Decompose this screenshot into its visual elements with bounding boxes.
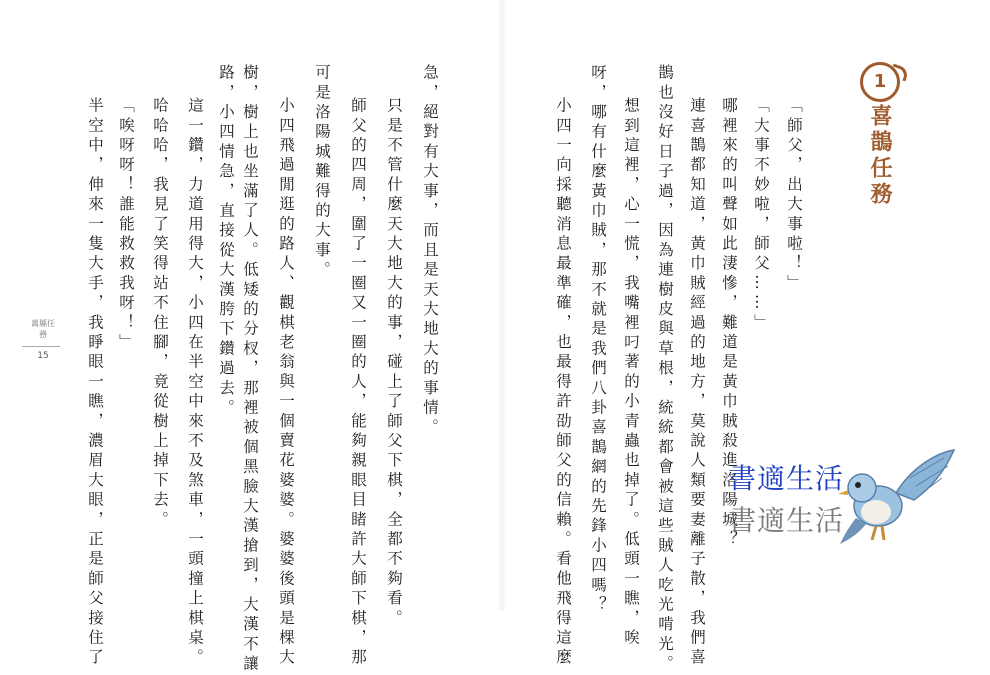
right-text-column: 呀，哪有什麼黃巾賊，那不就是我們八卦喜鵲網的先鋒小四嗎？ bbox=[589, 64, 607, 616]
chapter-title: 喜鵲任務 bbox=[867, 104, 892, 208]
bird-tail bbox=[840, 518, 866, 544]
page-number: 15 bbox=[37, 351, 49, 361]
right-text-column: 小四一向採聽消息最準確，也最得許劭師父的信賴。看他飛得這麼 bbox=[554, 97, 572, 669]
left-text-column: 小四飛過閒逛的路人、觀棋老翁與一個賣花婆婆。婆婆後頭是棵大 bbox=[277, 97, 295, 669]
watermark-line-1: 書適生活 bbox=[728, 462, 845, 495]
bird-head bbox=[848, 474, 876, 502]
folio-running-title: 萬縣任務 bbox=[31, 319, 55, 339]
right-text-column: 「師父，出大事啦！」 bbox=[785, 97, 803, 294]
left-text-column: 只是不管什麼天大地大的事，碰上了師父下棋，全都不夠看。 bbox=[385, 97, 403, 629]
left-text-column: 路，小四情急，直接從大漢胯下鑽過去。 bbox=[217, 64, 235, 419]
left-text-column: 哈哈哈，我見了笑得站不住腳，竟從樹上掉下去。 bbox=[151, 97, 169, 531]
chapter-number-badge: 1 bbox=[860, 62, 900, 102]
left-text-column: 「唉呀呀！誰能救救我呀！」 bbox=[117, 97, 135, 354]
right-text-column: 哪裡來的叫聲如此淒慘，難道是黃巾賊殺進洛陽城？ bbox=[720, 97, 738, 551]
right-text-column: 連喜鵲都知道，黃巾賊經過的地方，莫說人類要妻離子散，我們喜 bbox=[688, 97, 706, 669]
left-text-column: 可是洛陽城難得的大事。 bbox=[313, 64, 331, 281]
bird-belly bbox=[861, 500, 891, 524]
magpie-bird-illustration bbox=[836, 448, 956, 548]
folio-rule bbox=[22, 346, 60, 347]
left-text-column: 急，絕對有大事，而且是天大地大的事情。 bbox=[421, 64, 439, 439]
right-text-column: 「大事不妙啦，師父……」 bbox=[752, 97, 770, 334]
left-text-column: 這一鑽，力道用得大，小四在半空中來不及煞車，一頭撞上棋桌。 bbox=[186, 97, 204, 669]
left-text-column: 半空中，伸來一隻大手，我睜眼一瞧，濃眉大眼，正是師父接住了 bbox=[86, 97, 104, 669]
watermark-line-2: 書適生活 bbox=[728, 504, 845, 537]
left-text-column: 樹，樹上也坐滿了人。低矮的分杈，那裡被個黑臉大漢搶到，大漢不讓 bbox=[241, 64, 259, 675]
right-text-column: 鵲也沒好日子過，因為連樹皮與草根，統統都會被這些賊人吃光啃光。 bbox=[656, 64, 674, 675]
right-text-column: 想到這裡，心一慌，我嘴裡叼著的小青蟲也掉了。低頭一瞧，唉 bbox=[622, 97, 640, 649]
bird-eye bbox=[855, 482, 861, 488]
bird-beak bbox=[838, 490, 848, 495]
bird-legs bbox=[872, 526, 884, 540]
page-gutter bbox=[497, 0, 507, 611]
left-text-column: 師父的四周，圍了一圈又一圈的人，能夠親眼目睹許大師下棋，那 bbox=[349, 97, 367, 669]
bird-wing bbox=[896, 450, 954, 500]
